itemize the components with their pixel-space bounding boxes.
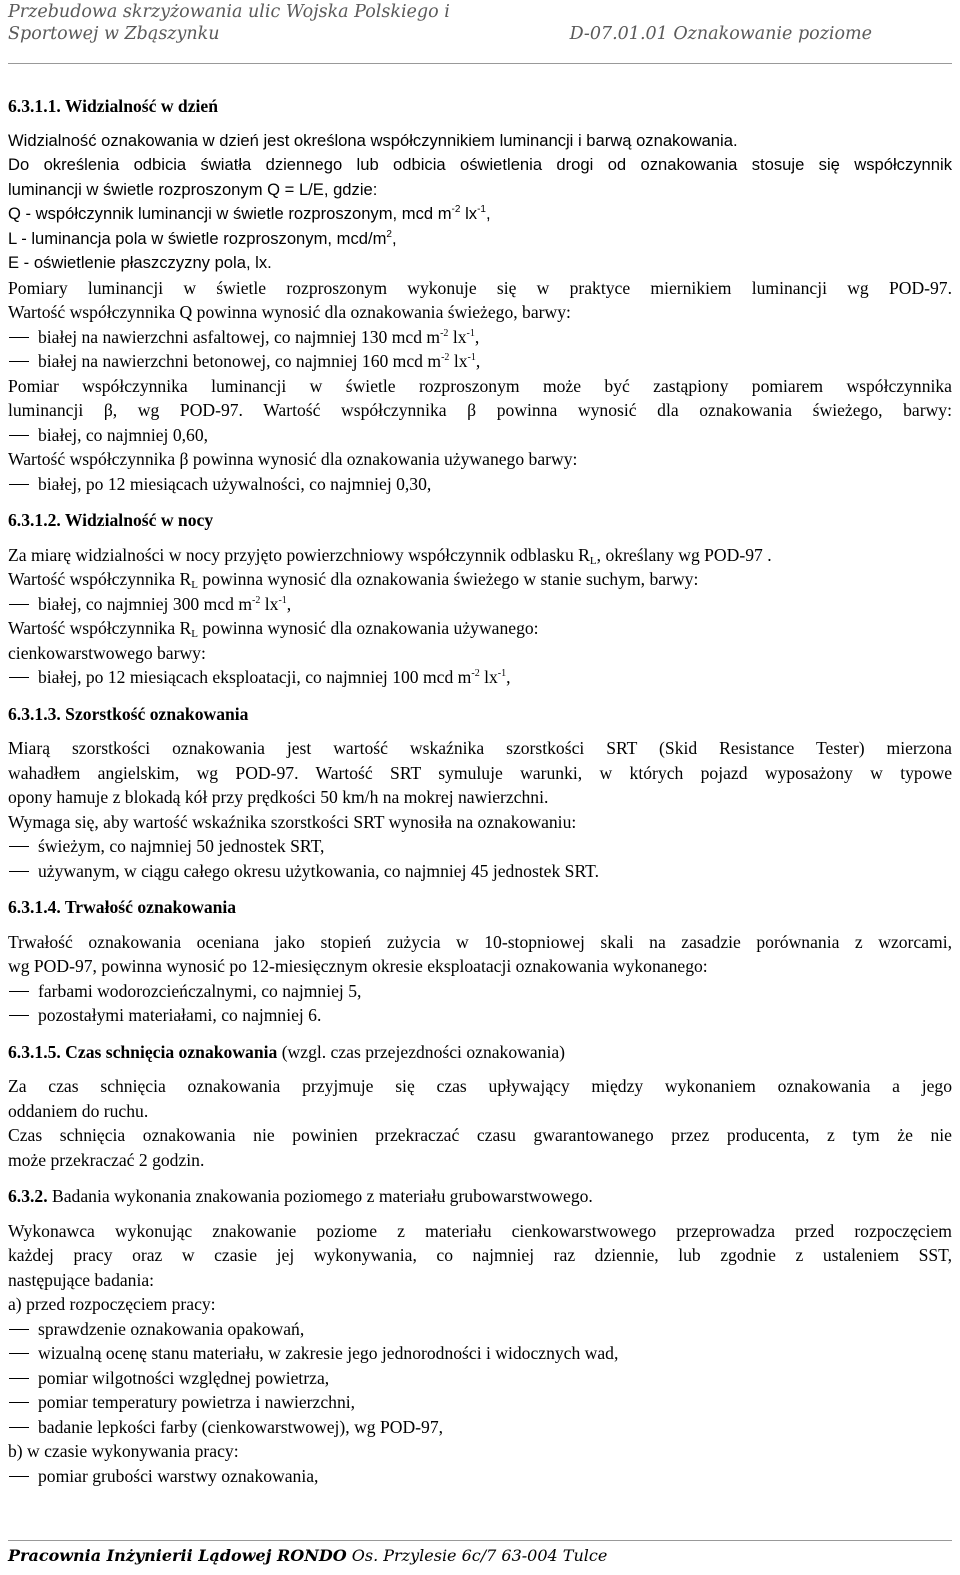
page-footer xyxy=(8,1540,952,1565)
paragraph: Pomiary luminancji w świetle rozproszonym wykonuje się w praktyce miernikiem luminancji wg POD-97. xyxy=(8,277,952,298)
list-item: sprawdzenie oznakowania opakowań, xyxy=(8,1317,952,1342)
paragraph: Wartość współczynnika β powinna wynosić dla oznakowania używanego barwy: xyxy=(8,449,578,469)
page-header xyxy=(0,0,960,66)
list-item: używanym, w ciągu całego okresu użytkowania, co najmniej 45 jednostek SRT. xyxy=(8,859,952,884)
header-doc-code: D-07.01.01 Oznakowanie poziome xyxy=(569,24,872,44)
list-label: b) w czasie wykonywania pracy: xyxy=(8,1441,239,1461)
paragraph: luminancji β, wg POD-97. Wartość współczynnika β powinna wynosić dla oznakowania świeżego, barwy: xyxy=(8,400,952,420)
list-item: badanie lepkości farby (cienkowarstwowej), wg POD-97, xyxy=(8,1415,952,1440)
footer-text xyxy=(8,1546,607,1565)
paragraph: opony hamuje z blokadą kół przy prędkości 50 km/h na mokrej nawierzchni. xyxy=(8,787,549,807)
paragraph: Wartość współczynnika $R_L$ powinna wynosić dla oznakowania używanego: xyxy=(8,618,539,640)
list-item: farbami wodorozcieńczalnymi, co najmniej 5, xyxy=(8,979,952,1004)
footer-divider xyxy=(8,1540,952,1541)
definition-e: E - oświetlenie płaszczyzny pola, lx. xyxy=(8,253,272,272)
paragraph: Widzialność oznakowania w dzień jest określona współczynnikiem luminancji i barwą oznakowania. xyxy=(8,130,738,150)
paragraph: Wymaga się, aby wartość wskaźnika szorstkości SRT wynosiła na oznakowaniu: xyxy=(8,811,577,832)
paragraph: Za czas schnięcia oznakowania przyjmuje się czas upływający między wykonaniem oznakowania a jego xyxy=(8,1076,952,1096)
paragraph: Do określenia odbicia światła dziennego lub odbicia oświetlenia drogi od oznakowania stosuje się współczynnik xyxy=(8,155,952,174)
footer-address: Os. Przylesie 6c/7 63-004 Tulce xyxy=(346,1546,608,1565)
paragraph: Czas schnięcia oznakowania nie powinien przekraczać czasu gwarantowanego przez producenta, z tym że nie xyxy=(8,1125,952,1145)
list-item: wizualną ocenę stanu materiału, w zakresie jego jednorodności i widocznych wad, xyxy=(8,1341,952,1366)
footer-company: Pracownia Inżynierii Lądowej RONDO xyxy=(8,1546,347,1565)
heading-durability: 6.3.1.4. Trwałość oznakowania xyxy=(8,897,237,917)
list-item: białej, co najmniej 300 mcd $m^{-2}$ $lx^{-1}$, xyxy=(8,592,952,617)
paragraph: wahadłem angielskim, wg POD-97. Wartość SRT symuluje warunki, w których pojazd wyposażony w typowe xyxy=(8,762,952,783)
header-title-line1: Przebudowa skrzyżowania ulic Wojska Polskiego i xyxy=(8,2,450,22)
paragraph: luminancji w świetle rozproszonym Q = L/E, gdzie: xyxy=(8,179,378,199)
list-item: pozostałymi materiałami, co najmniej 6. xyxy=(8,1003,952,1028)
header-divider xyxy=(8,63,952,64)
paragraph: każdej pracy oraz w czasie jej wykonywania, co najmniej raz dziennie, lub zgodnie z ustaleniem SST, xyxy=(8,1245,952,1265)
list-item: świeżym, co najmniej 50 jednostek SRT, xyxy=(8,834,952,859)
list-item: białej, co najmniej 0,60, xyxy=(8,423,952,448)
paragraph: Wykonawca wykonując znakowanie poziome z materiału cienkowarstwowego przeprowadza przed rozpoczęciem xyxy=(8,1220,952,1241)
paragraph: Wartość współczynnika Q powinna wynosić dla oznakowania świeżego, barwy: xyxy=(8,302,571,322)
paragraph: oddaniem do ruchu. xyxy=(8,1100,149,1121)
heading-skid-resistance: 6.3.1.3. Szorstkość oznakowania xyxy=(8,703,249,724)
heading-drying-time: 6.3.1.5. Czas schnięcia oznakowania (wzgl. czas przejezdności oznakowania) xyxy=(8,1041,566,1062)
paragraph: wg POD-97, powinna wynosić po 12-miesięcznym okresie eksploatacji oznakowania wykonanego: xyxy=(8,956,708,976)
list-item: pomiar grubości warstwy oznakowania, xyxy=(8,1464,952,1489)
list-item: pomiar wilgotności względnej powietrza, xyxy=(8,1366,952,1391)
definition-q: Q - współczynnik luminancji w świetle rozproszonym, mcd $m^{-2}$ $lx^{-1}$, xyxy=(8,204,491,223)
paragraph: Pomiar współczynnika luminancji w świetle rozproszonym może być zastąpiony pomiarem współczynnika xyxy=(8,375,952,396)
heading-thick-layer-tests: 6.3.2. Badania wykonania znakowania poziomego z materiału grubowarstwowego. xyxy=(8,1186,593,1206)
list-item: pomiar temperatury powietrza i nawierzchni, xyxy=(8,1390,952,1415)
paragraph: Miarą szorstkości oznakowania jest wartość wskaźnika szorstkości SRT (Skid Resistance Tester) mierzona xyxy=(8,738,952,758)
document-body xyxy=(8,94,952,1488)
paragraph: następujące badania: xyxy=(8,1269,155,1290)
list-label: a) przed rozpoczęciem pracy: xyxy=(8,1294,216,1314)
header-title-line2: Sportowej w Zbąszynku xyxy=(8,24,220,44)
list-item: białej na nawierzchni betonowej, co najmniej 160 mcd $m^{-2}$ $lx^{-1}$, xyxy=(8,349,952,374)
definition-l: L - luminancja pola w świetle rozproszonym, mcd/$m^2$, xyxy=(8,228,397,248)
paragraph: Trwałość oznakowania oceniana jako stopień zużycia w 10-stopniowej skali na zasadzie porównania z wzorcami, xyxy=(8,931,952,952)
paragraph: Za miarę widzialności w nocy przyjęto powierzchniowy współczynnik odblasku $R_L$, określany wg POD-97 . xyxy=(8,544,772,567)
list-item: białej na nawierzchni asfaltowej, co najmniej 130 mcd $m^{-2}$ $lx^{-1}$, xyxy=(8,325,952,350)
heading-day-visibility: 6.3.1.1. Widzialność w dzień xyxy=(8,96,219,116)
list-item: białej, po 12 miesiącach używalności, co najmniej 0,30, xyxy=(8,472,952,497)
paragraph: Wartość współczynnika $R_L$ powinna wynosić dla oznakowania świeżego w stanie suchym, barwy: xyxy=(8,569,699,591)
list-item: białej, po 12 miesiącach eksploatacji, co najmniej 100 mcd $m^{-2}$ $lx^{-1}$, xyxy=(8,665,952,690)
paragraph: może przekraczać 2 godzin. xyxy=(8,1149,205,1170)
paragraph: cienkowarstwowego barwy: xyxy=(8,642,206,663)
heading-night-visibility: 6.3.1.2. Widzialność w nocy xyxy=(8,510,214,530)
